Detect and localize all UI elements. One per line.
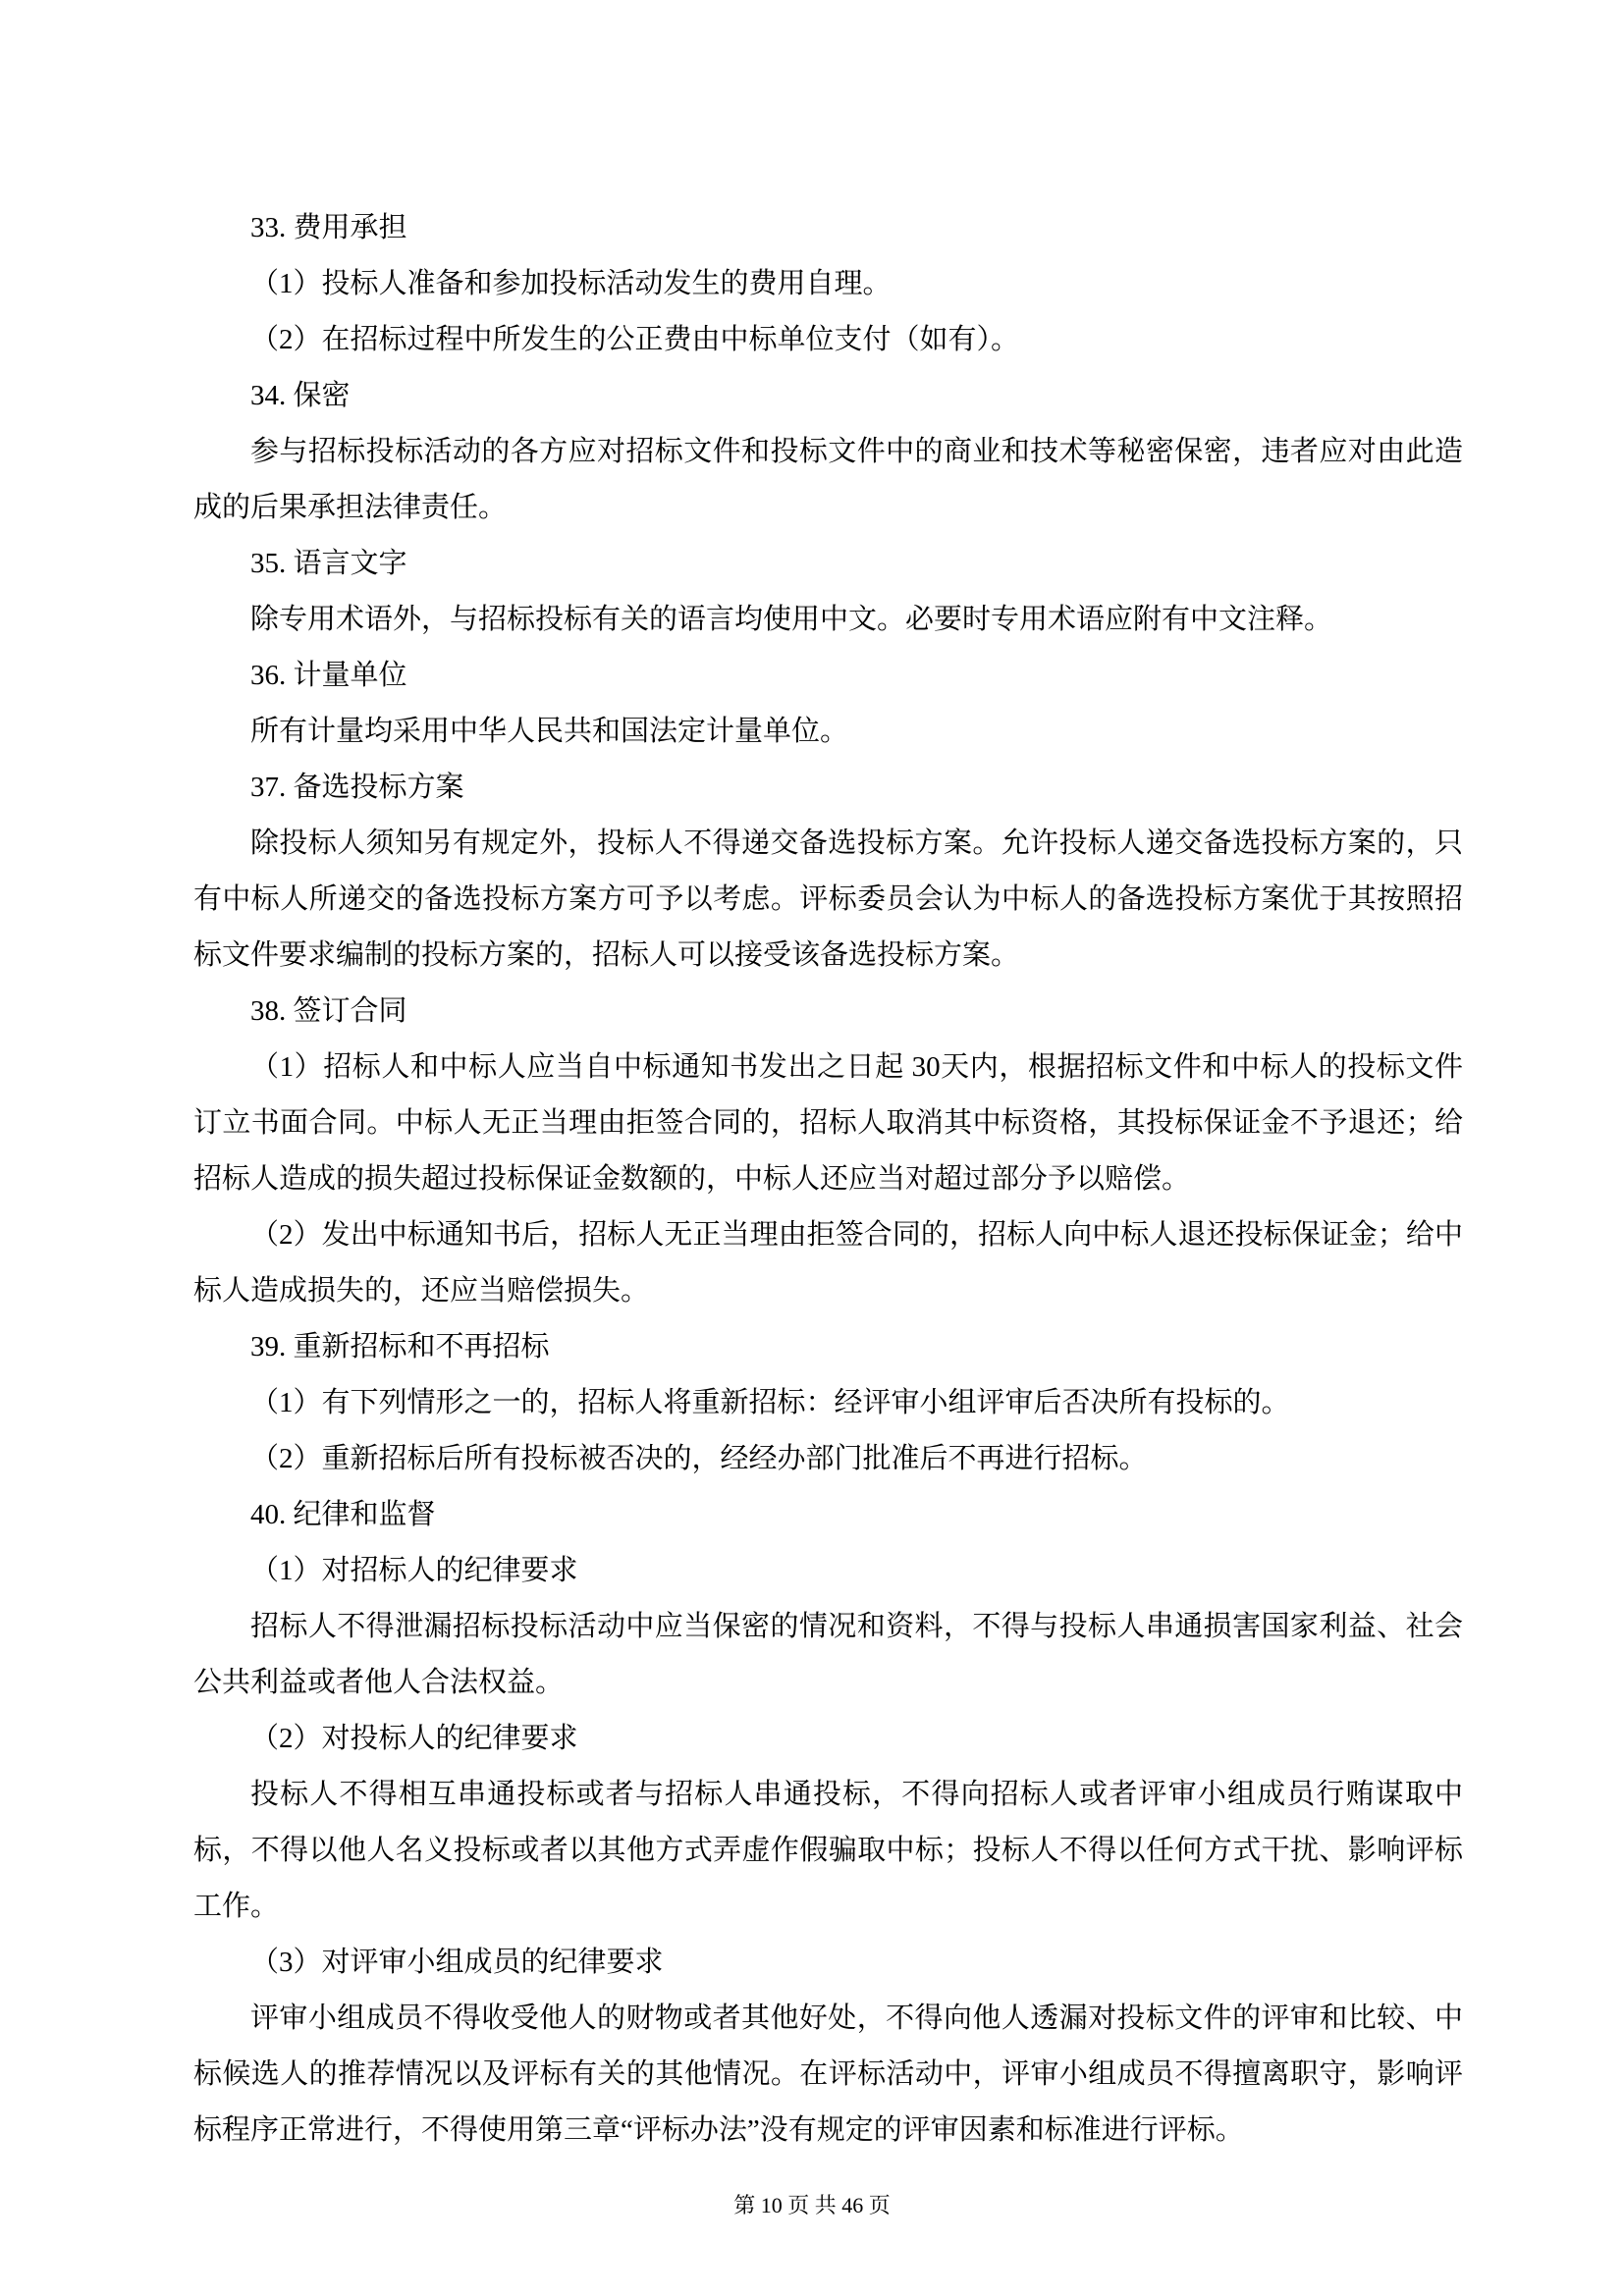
document-body	[193, 200, 1463, 2159]
paragraph-clause-heading-8: 36. 计量单位	[250, 660, 407, 691]
paragraph-body-20: 招标人不得泄漏招标投标活动中应当保密的情况和资料，不得与投标人串通损害国家利益、社会公共利益或者他人合法权益。	[193, 1611, 1463, 1698]
paragraph-body-24: 评审小组成员不得收受他人的财物或者其他好处，不得向他人透漏对投标文件的评审和比较、中标候选人的推荐情况以及评标有关的其他情况。在评标活动中，评审小组成员不得擅离职守，影响评标程序正常进行，不得使用第三章“评标办法”没有规定的评审因素和标准进行评标。	[193, 2002, 1463, 2146]
paragraph-body-9: 所有计量均采用中华人民共和国法定计量单位。	[250, 716, 849, 747]
page-number-label: 第 10 页 共 46 页	[733, 2193, 891, 2217]
paragraph-clause-heading-6: 35. 语言文字	[250, 548, 407, 579]
paragraph-body-7: 除专用术语外，与招标投标有关的语言均使用中文。必要时专用术语应附有中文注释。	[250, 604, 1333, 635]
paragraph-item-2: （1）投标人准备和参加投标活动发生的费用自理。	[250, 268, 892, 299]
paragraph-clause-heading-4: 34. 保密	[250, 380, 351, 411]
paragraph-body-11: 除投标人须知另有规定外，投标人不得递交备选投标方案。允许投标人递交备选投标方案的，只有中标人所递交的备选投标方案方可予以考虑。评标委员会认为中标人的备选投标方案优于其按照招标文件要求编制的投标方案的，招标人可以接受该备选投标方案。	[193, 828, 1463, 971]
paragraph-item-23: （3）对评审小组成员的纪律要求	[250, 1947, 664, 1978]
paragraph-clause-heading-12: 38. 签订合同	[250, 995, 407, 1027]
paragraph-item-13: （1）招标人和中标人应当自中标通知书发出之日起 30天内，根据招标文件和中标人的投标文件订立书面合同。中标人无正当理由拒签合同的，招标人取消其中标资格，其投标保证金不予退还；给招标人造成的损失超过投标保证金数额的，中标人还应当对超过部分予以赔偿。	[193, 1051, 1463, 1195]
paragraph-item-14: （2）发出中标通知书后，招标人无正当理由拒签合同的，招标人向中标人退还投标保证金；给中标人造成损失的，还应当赔偿损失。	[193, 1219, 1463, 1307]
paragraph-clause-heading-10: 37. 备选投标方案	[250, 772, 464, 803]
paragraph-clause-heading-1: 33. 费用承担	[250, 212, 407, 243]
paragraph-body-5: 参与招标投标活动的各方应对招标文件和投标文件中的商业和技术等秘密保密，违者应对由此造成的后果承担法律责任。	[193, 436, 1463, 523]
paragraph-item-19: （1）对招标人的纪律要求	[250, 1555, 578, 1586]
paragraph-clause-heading-18: 40. 纪律和监督	[250, 1499, 436, 1530]
paragraph-item-21: （2）对投标人的纪律要求	[250, 1723, 578, 1754]
paragraph-item-16: （1）有下列情形之一的，招标人将重新招标：经评审小组评审后否决所有投标的。	[250, 1387, 1290, 1418]
page-footer	[0, 2190, 1624, 2221]
paragraph-clause-heading-15: 39. 重新招标和不再招标	[250, 1331, 550, 1362]
paragraph-item-3: （2）在招标过程中所发生的公正费由中标单位支付（如有）。	[250, 324, 1020, 355]
paragraph-body-22: 投标人不得相互串通投标或者与招标人串通投标，不得向招标人或者评审小组成员行贿谋取中标，不得以他人名义投标或者以其他方式弄虚作假骗取中标；投标人不得以任何方式干扰、影响评标工作。	[193, 1779, 1463, 1922]
paragraph-item-17: （2）重新招标后所有投标被否决的，经经办部门批准后不再进行招标。	[250, 1443, 1148, 1474]
